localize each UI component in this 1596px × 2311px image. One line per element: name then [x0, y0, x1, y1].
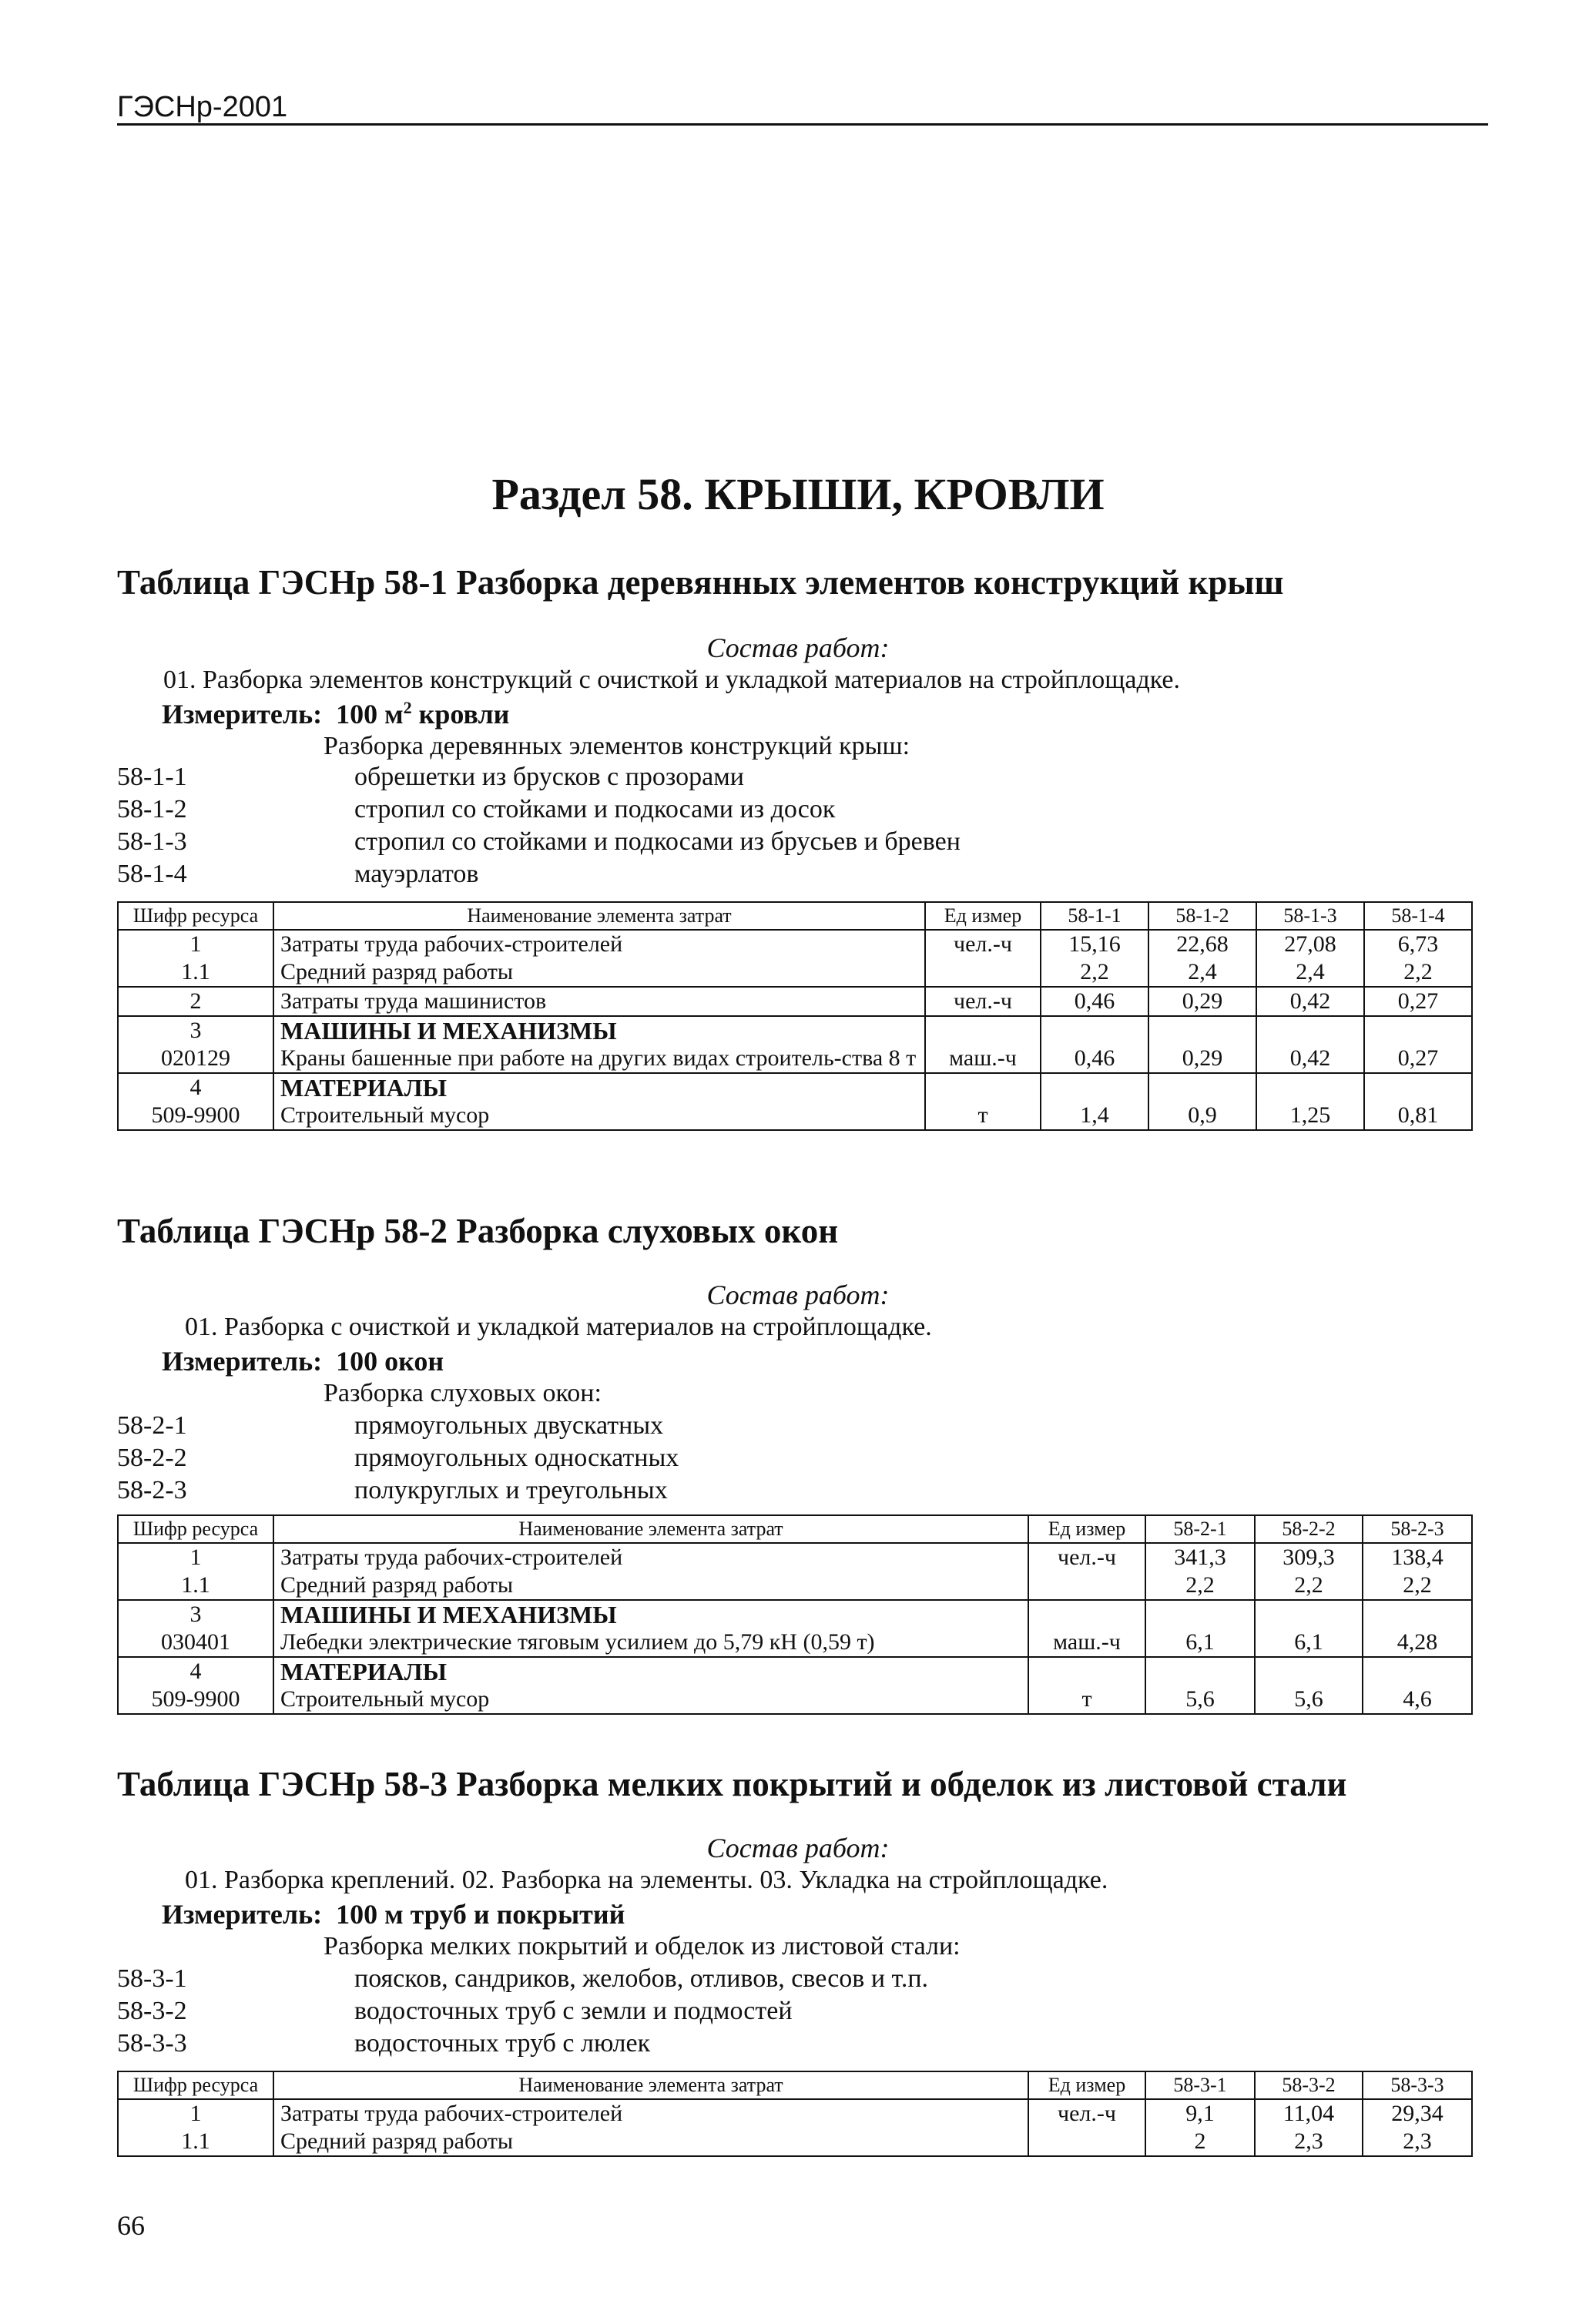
cell-code: 1: [118, 2099, 273, 2128]
item-code: 58-1-2: [117, 795, 187, 823]
table-row: [118, 1102, 1472, 1130]
item-text: стропил со стойками и подкосами из досок: [354, 795, 836, 823]
cell-code: 3: [118, 1016, 273, 1045]
cell-value: 0,29: [1148, 987, 1256, 1016]
cell-empty: [1364, 1016, 1472, 1045]
cell-value: 2,4: [1148, 958, 1256, 987]
group-label: МАТЕРИАЛЫ: [273, 1657, 1028, 1685]
cell-unit: чел.-ч: [1028, 1543, 1145, 1571]
group-label: МАТЕРИАЛЫ: [273, 1073, 925, 1102]
col-header: 58-3-3: [1363, 2071, 1472, 2099]
cell-value: 22,68: [1148, 930, 1256, 958]
col-header: Шифр ресурса: [118, 1515, 273, 1543]
cell-code: 4: [118, 1657, 273, 1685]
table-row: [118, 1628, 1472, 1657]
cell-name: Средний разряд работы: [273, 2128, 1028, 2156]
cell-value: 1,25: [1256, 1102, 1364, 1130]
cell-empty: [1255, 1657, 1363, 1685]
cell-empty: [1255, 1600, 1363, 1628]
intro-58-3: Разборка мелких покрытий и обделок из листовой стали:: [324, 1932, 961, 1960]
cell-unit: чел.-ч: [925, 930, 1041, 958]
table-header-row: [118, 2071, 1472, 2099]
intro-58-1: Разборка деревянных элементов конструкций крыш:: [324, 732, 910, 760]
meter-label: Измеритель:: [162, 1346, 323, 1377]
meter-sup: 2: [403, 698, 412, 717]
cell-code: 1.1: [118, 2128, 273, 2156]
cell-value: 4,6: [1363, 1685, 1472, 1714]
resource-table-58-3: [117, 2071, 1473, 2157]
cell-value: 2,2: [1363, 1571, 1472, 1600]
cell-name: Затраты труда рабочих-строителей: [273, 2099, 1028, 2128]
intro-58-2: Разборка слуховых окон:: [324, 1379, 602, 1407]
table-row: [118, 987, 1472, 1016]
cell-value: 4,28: [1363, 1628, 1472, 1657]
meter-label: Измеритель:: [162, 1899, 323, 1930]
cell-empty: [1145, 1600, 1255, 1628]
page-number: 66: [117, 2210, 145, 2241]
cell-value: 0,27: [1364, 1045, 1472, 1073]
item-code: 58-2-3: [117, 1476, 187, 1504]
cell-value: 2,2: [1041, 958, 1148, 987]
cell-empty: [1256, 1073, 1364, 1102]
table-title-58-3: Таблица ГЭСНр 58-3 Разборка мелких покрытий и обделок из листовой стали: [117, 1765, 1347, 1803]
col-header: 58-2-1: [1145, 1515, 1255, 1543]
col-header: Наименование элемента затрат: [273, 902, 925, 930]
cell-value: 27,08: [1256, 930, 1364, 958]
works-58-3: 01. Разборка креплений. 02. Разборка на элементы. 03. Укладка на стройплощадке.: [185, 1866, 1108, 1894]
cell-unit: т: [925, 1102, 1041, 1130]
cell-empty: [1148, 1016, 1256, 1045]
cell-value: 6,1: [1145, 1628, 1255, 1657]
cell-code: 4: [118, 1073, 273, 1102]
cell-value: 2,2: [1145, 1571, 1255, 1600]
cell-code: 509-9900: [118, 1685, 273, 1714]
cell-name: Средний разряд работы: [273, 1571, 1028, 1600]
meter-suffix: кровли: [411, 699, 510, 730]
item-code: 58-3-2: [117, 1997, 187, 2025]
running-header: ГЭСНр-2001: [117, 91, 288, 123]
cell-value: 0,29: [1148, 1045, 1256, 1073]
cell-value: 5,6: [1145, 1685, 1255, 1714]
cell-value: 2,2: [1255, 1571, 1363, 1600]
table-group-row: [118, 1600, 1472, 1628]
works-58-2: 01. Разборка с очисткой и укладкой материалов на стройплощадке.: [185, 1313, 932, 1341]
cell-value: 0,9: [1148, 1102, 1256, 1130]
item-text: прямоугольных двускатных: [354, 1411, 664, 1440]
col-header: 58-1-3: [1256, 902, 1364, 930]
cell-empty: [1028, 1657, 1145, 1685]
cell-unit: чел.-ч: [1028, 2099, 1145, 2128]
resource-table-58-1: [117, 901, 1473, 1131]
section-title: Раздел 58. КРЫШИ, КРОВЛИ: [491, 469, 1105, 519]
meter-value: 100 м труб и покрытий: [336, 1899, 625, 1930]
cell-code: 3: [118, 1600, 273, 1628]
col-header: Наименование элемента затрат: [273, 2071, 1028, 2099]
cell-value: 6,1: [1255, 1628, 1363, 1657]
meter-value: 100 м: [336, 699, 404, 730]
table-row: [118, 2128, 1472, 2156]
cell-name: Лебедки электрические тяговым усилием до 5,79 кН (0,59 т): [273, 1628, 1028, 1657]
item-code: 58-1-3: [117, 827, 187, 856]
item-code: 58-3-3: [117, 2029, 187, 2058]
col-header: Шифр ресурса: [118, 2071, 273, 2099]
cell-empty: [1363, 1600, 1472, 1628]
item-text: обрешетки из брусков с прозорами: [354, 763, 744, 791]
cell-unit: чел.-ч: [925, 987, 1041, 1016]
table-group-row: [118, 1073, 1472, 1102]
cell-value: 2,3: [1363, 2128, 1472, 2156]
meter-58-3: [162, 1898, 625, 1930]
meter-label: Измеритель:: [162, 699, 323, 730]
sostav-label-58-1: Состав работ:: [706, 632, 890, 663]
cell-value: 2,4: [1256, 958, 1364, 987]
resource-table-58-2: [117, 1514, 1473, 1715]
col-header: 58-1-4: [1364, 902, 1472, 930]
cell-unit: маш.-ч: [1028, 1628, 1145, 1657]
works-58-1: 01. Разборка элементов конструкций с очисткой и укладкой материалов на стройплощадке.: [163, 666, 1181, 694]
col-header: 58-3-1: [1145, 2071, 1255, 2099]
sostav-label-58-2: Состав работ:: [706, 1280, 890, 1310]
cell-name: Затраты труда рабочих-строителей: [273, 1543, 1028, 1571]
cell-value: 138,4: [1363, 1543, 1472, 1571]
meter-58-1: [162, 698, 509, 730]
cell-value: 0,81: [1364, 1102, 1472, 1130]
cell-code: 020129: [118, 1045, 273, 1073]
table-row: [118, 1685, 1472, 1714]
table-row: [118, 1543, 1472, 1571]
col-header: Наименование элемента затрат: [273, 1515, 1028, 1543]
item-text: водосточных труб с земли и подмостей: [354, 1997, 793, 2025]
cell-value: 0,42: [1256, 1045, 1364, 1073]
sostav-label-58-3: Состав работ:: [706, 1833, 890, 1863]
col-header: 58-2-3: [1363, 1515, 1472, 1543]
cell-name: Затраты труда машинистов: [273, 987, 925, 1016]
item-code: 58-1-4: [117, 860, 187, 888]
meter-value: 100 окон: [336, 1346, 444, 1377]
item-code: 58-2-2: [117, 1444, 187, 1472]
cell-value: 0,27: [1364, 987, 1472, 1016]
cell-empty: [1148, 1073, 1256, 1102]
item-code: 58-1-1: [117, 763, 187, 791]
item-text: прямоугольных односкатных: [354, 1444, 679, 1472]
item-text: поясков, сандриков, желобов, отливов, свесов и т.п.: [354, 1964, 929, 1993]
item-text: стропил со стойками и подкосами из брусьев и бревен: [354, 827, 961, 856]
cell-empty: [925, 1073, 1041, 1102]
cell-value: 5,6: [1255, 1685, 1363, 1714]
cell-value: 2,2: [1364, 958, 1472, 987]
cell-name: Средний разряд работы: [273, 958, 925, 987]
cell-empty: [1256, 1016, 1364, 1045]
cell-code: 509-9900: [118, 1102, 273, 1130]
cell-value: 341,3: [1145, 1543, 1255, 1571]
table-row: [118, 2099, 1472, 2128]
cell-empty: [1364, 1073, 1472, 1102]
cell-value: 29,34: [1363, 2099, 1472, 2128]
cell-value: 2,3: [1255, 2128, 1363, 2156]
cell-name: Строительный мусор: [273, 1685, 1028, 1714]
cell-value: 9,1: [1145, 2099, 1255, 2128]
cell-code: 1.1: [118, 958, 273, 987]
table-header-row: [118, 902, 1472, 930]
cell-empty: [1145, 1657, 1255, 1685]
table-group-row: [118, 1016, 1472, 1045]
cell-unit: [925, 958, 1041, 987]
cell-empty: [1028, 1600, 1145, 1628]
col-header: Ед измер: [1028, 1515, 1145, 1543]
cell-code: 1.1: [118, 1571, 273, 1600]
col-header: 58-2-2: [1255, 1515, 1363, 1543]
table-group-row: [118, 1657, 1472, 1685]
cell-unit: т: [1028, 1685, 1145, 1714]
col-header: Ед измер: [1028, 2071, 1145, 2099]
col-header: Шифр ресурса: [118, 902, 273, 930]
item-text: водосточных труб с люлек: [354, 2029, 651, 2058]
cell-value: 0,46: [1041, 987, 1148, 1016]
cell-name: Затраты труда рабочих-строителей: [273, 930, 925, 958]
group-label: МАШИНЫ И МЕХАНИЗМЫ: [273, 1016, 925, 1045]
cell-value: 0,42: [1256, 987, 1364, 1016]
item-text: мауэрлатов: [354, 860, 479, 888]
col-header: 58-1-2: [1148, 902, 1256, 930]
cell-unit: [1028, 2128, 1145, 2156]
cell-code: 1: [118, 1543, 273, 1571]
meter-58-2: [162, 1345, 444, 1377]
table-title-58-2: Таблица ГЭСНр 58-2 Разборка слуховых окон: [117, 1212, 839, 1250]
item-code: 58-3-1: [117, 1964, 187, 1993]
col-header: 58-1-1: [1041, 902, 1148, 930]
table-header-row: [118, 1515, 1472, 1543]
table-row: [118, 958, 1472, 987]
cell-value: 11,04: [1255, 2099, 1363, 2128]
item-code: 58-2-1: [117, 1411, 187, 1440]
cell-code: 030401: [118, 1628, 273, 1657]
col-header: Ед измер: [925, 902, 1041, 930]
cell-code: 1: [118, 930, 273, 958]
cell-value: 309,3: [1255, 1543, 1363, 1571]
cell-name: Строительный мусор: [273, 1102, 925, 1130]
item-text: полукруглых и треугольных: [354, 1476, 668, 1504]
cell-empty: [925, 1016, 1041, 1045]
cell-empty: [1363, 1657, 1472, 1685]
cell-code: 2: [118, 987, 273, 1016]
table-row: [118, 1045, 1472, 1073]
cell-unit: маш.-ч: [925, 1045, 1041, 1073]
header-rule: [117, 123, 1488, 126]
cell-empty: [1041, 1016, 1148, 1045]
cell-unit: [1028, 1571, 1145, 1600]
cell-value: 1,4: [1041, 1102, 1148, 1130]
cell-empty: [1041, 1073, 1148, 1102]
table-row: [118, 1571, 1472, 1600]
col-header: 58-3-2: [1255, 2071, 1363, 2099]
cell-value: 6,73: [1364, 930, 1472, 958]
group-label: МАШИНЫ И МЕХАНИЗМЫ: [273, 1600, 1028, 1628]
cell-name: Краны башенные при работе на других видах строитель-ства 8 т: [273, 1045, 925, 1073]
table-title-58-1: Таблица ГЭСНр 58-1 Разборка деревянных элементов конструкций крыш: [117, 563, 1284, 602]
cell-value: 15,16: [1041, 930, 1148, 958]
cell-value: 2: [1145, 2128, 1255, 2156]
table-row: [118, 930, 1472, 958]
cell-value: 0,46: [1041, 1045, 1148, 1073]
